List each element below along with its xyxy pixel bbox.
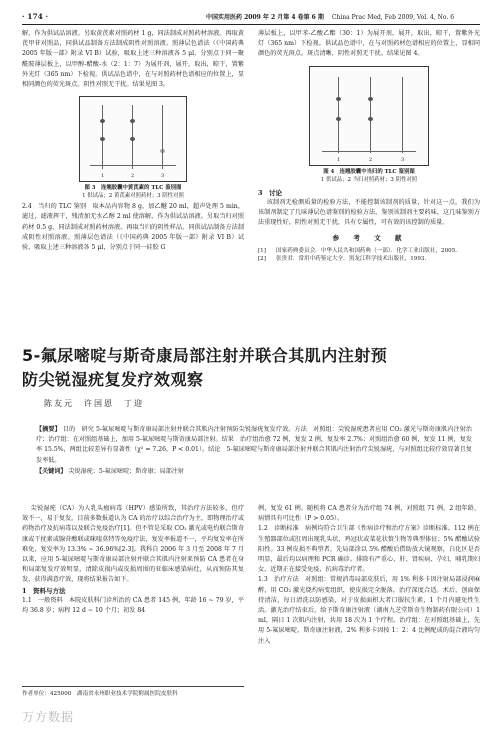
article-authors: 陈友元 许国恩 丁迎: [44, 399, 144, 408]
article-title-line-1: 5-氟尿嘧啶与斯奇康局部注射并联合其肌内注射预: [22, 346, 388, 365]
reference-item: [258, 255, 480, 263]
keywords: [36, 467, 472, 477]
introduction-text: 尖锐湿疣（CA）为人乳头瘤病毒（HPV）感染所致，其治疗方法较多，但疗效不一，易于复发。目前多数报道认为 CA 的治疗以综合治疗为主，即物理治疗或药物治疗及抗病毒以及联合免疫治疗[1]。但不管是采取 CO₂ 激光或电灼联合斯奇康或干扰素或腺苷酸联或咪喹莫特等免疫疗法，复发率报道不一，平均复发率在所难免，复发率为 13.3% ~ 36.96%[2-3]。我科自 2006 年 3 月至 2008 年 7 月以来，应用 5-氟尿嘧啶与斯奇康局部注射并联合其肌内注射来预防 CA 患者在身和局部复发疗效明显，清除皮损内或皮损周围的亚临床感染病灶，从而预防其复发，获得满意疗效，现将结果报告如下。: [22, 505, 244, 584]
paragraph-1-1-continued: 例，复发 61 例。随机将 CA 患者分为治疗组 74 例，对照组 71 例。2 组年龄、病情具有可比性（P > 0.05）。: [258, 505, 480, 523]
article-title: [22, 344, 482, 392]
reference-number: [2]: [258, 256, 266, 263]
database-watermark: 万方数据: [22, 710, 75, 724]
journal-name-en: China Prac Med, Feb 2009, Vol. 4, No. 6: [331, 14, 455, 21]
author-affiliation-footnote: 作者单位：425000 湖南省永州职业技术学院附属医院皮肤科: [22, 686, 244, 697]
paragraph-2-4-continued: 薄层板上，以甲苯-乙酸乙酯（30：1）为展开剂，展开，取出，晾干，置紫外光灯（365 nm）下检视。供试品色谱中，在与对照药材色谱相应的位置上，显相同颜色的荧光斑点。斑点清晰，阴性对照无干扰。结果见图 4。: [258, 30, 480, 58]
top-right-column: [258, 29, 480, 263]
paragraph-1-3-text: 1.3 治疗方法 对照组：常规消毒局部皮肤后，用 1% 利多卡因注射局部浸润麻醉，用 CO₂ 激光烧灼病变组织，使皮损完全脱落，治疗深度合适。术后，创面保持清洁，每日清洗以防感染，对于皮损面积大者口服抗生素，1 个月内避免性生活。激光治疗结束后，给予斯奇康注射液（湖南九芝堂斯奇生物制药有限公司）1 ml，隔日 1 次肌内注射，共用 18 次为 1 个疗程。治疗组：在对照组基础上，先用 5-氟尿嘧啶、斯奇康注射液，2% 利多卡因按 1：2：4 比例配成的混合液均匀注入: [258, 576, 480, 645]
references-list: [258, 247, 480, 264]
discussion-heading: 3 讨论: [258, 188, 283, 197]
reference-text: 张贵君．常用中药鉴定大全．黑龙江科学技术出版社，1993．: [276, 256, 431, 263]
paragraph-1-1-text: 1.1 一般资料 本院皮肤科门诊所治的 CA 患者 145 例，年龄 16 ~ 79 岁，平均 36.8 岁；病程 12 d ~ 10 个月；初发 84: [22, 596, 244, 615]
figure-3-image: 1 2 3: [79, 96, 187, 182]
discussion-text: 该制剂无检测质量的检验方法，不能控制该制剂的质量，针对这一点，我们为该制剂制定了几味薄层色谱鉴别的检验方法，鉴别该制剂主要药味，这几味鉴别方法重现性好，阴性对照无干扰，具有专属性，可有效的该控制的质量。: [258, 198, 480, 227]
paragraph-2-4-text: 2.4 当归的 TLC 鉴别 取本品内容物 8 g，加乙醚 20 ml，超声处理 5 min，滤过，滤液挥干，残渣加无水乙醇 2 ml 使溶解，作为供试品溶液。另取当归对照药材 0.5 g，同法制成对照药材溶液。再取当归的阴性样品，同供试品制备方法制成阴性对照溶液。照薄层色谱法（《中国药典 2005 年版一部》附录 VI B）试验，吸取上述三种溶液各 5 μl，分别点于同一硅胶 G: [22, 203, 244, 252]
bottom-left-column: [22, 504, 244, 616]
reference-text: 国家药典委员会．中华人民共和国药典（一部）．化学工业出版社，2005．: [276, 247, 461, 254]
paragraph-1-2-text: 1.2 诊断标准 病例均符合卫生部《性病诊疗和治疗方案》诊断标准。112 例在生殖器部位或肛周出现乳头状、鸡冠状或菜花状赘生物等典型体征；5% 醋酸试验阳性。33 例皮损不典型者，先局部涂以 5% 醋酸后借助放大镜观察，白化区是否明显，最后均以病理和 PCR 确诊。排除有严重心、肝、肾疾病、孕妇、哺乳期妇女，近期正在接受免疫、抗病毒治疗者。: [258, 525, 480, 574]
header-rule: [22, 24, 480, 25]
figure-4-caption-legend: 1 供试品；2 当归对照药材；3 阴性对照: [320, 176, 418, 183]
figure-3-caption-legend: 1 供试品；2 黄芪素对照药材；3 阴性对照: [82, 193, 184, 200]
abstract-block: [36, 425, 472, 477]
abstract: [36, 425, 472, 466]
page-number: · 174 ·: [22, 12, 49, 21]
reference-number: [1]: [258, 247, 266, 254]
article-title-line-2: 防尖锐湿疣复发疗效观察: [22, 370, 204, 389]
abstract-text: 目的 研究 5-氟尿嘧啶与斯奇康局部注射并联合其肌内注射预防尖锐湿疣复发疗效。方法 对照组：尖锐湿疣患者应用 CO₂ 激光与斯奇康肌内注射治疗；治疗组：在对照组基础上，加用 5-氟尿嘧啶与斯奇康局部注射。结果 治疗组治愈 72 例，复发 2 例，复发率 2.7%；对照组治愈 60 例，复发 11 例，复发率 15.5%，两组比较差异有显著性（χ² = 7.26，P < 0.01）。结论 5-氟尿嘧啶与斯奇康局部注射并联合其肌内注射治疗尖锐湿疣，与对照组比较疗效显著且复发率低。: [36, 426, 473, 464]
abstract-label: 【摘要】: [36, 426, 61, 433]
journal-name-zh: 中国实用医药 2009 年 2 月第 4 卷第 6 期: [206, 14, 324, 21]
reference-item: [258, 247, 480, 255]
figure-4-caption-title: 图 4 连翘胶囊中当归的 TLC 鉴别图: [323, 168, 415, 175]
keywords-text: 尖锐湿疣；5-氟尿嘧啶；斯奇康；局部注射: [68, 467, 185, 475]
figure-4-image: 1 2 3: [309, 66, 429, 166]
top-left-column: [22, 29, 244, 253]
bottom-right-column: [258, 504, 480, 647]
references-heading: 参 考 文 献: [332, 234, 406, 243]
journal-header: [206, 12, 454, 21]
keywords-label: 【关键词】: [36, 467, 67, 475]
paragraph-2-3-text: 解，作为供试品溶液。另取黄芪素对照药材 1 g，同法制成对照药材溶液。再取黄芪甲苷对照品，同供试品制备方法制成阴性对照溶液。照薄层色谱法（《中国药典 2005 年版一部》附录 VI B）试验，吸取上述三种溶液各 5 μl，分别点于同一聚酰胺薄层板上，以甲醇-醋酸-水（2：1：7）为展开剂，展开，取出，晾干，置紫外光灯（365 nm）下检视。供试品色谱中，在与对照药材色谱相应的位置上，显相同颜色的荧光斑点。阴性对照无干扰。结果见图 3。: [22, 30, 244, 89]
figure-3-caption-title: 图 3 连翘胶囊中黄芪素的 TLC 鉴别图: [84, 185, 182, 192]
section-1-heading: 1 资料与方法: [22, 586, 66, 595]
